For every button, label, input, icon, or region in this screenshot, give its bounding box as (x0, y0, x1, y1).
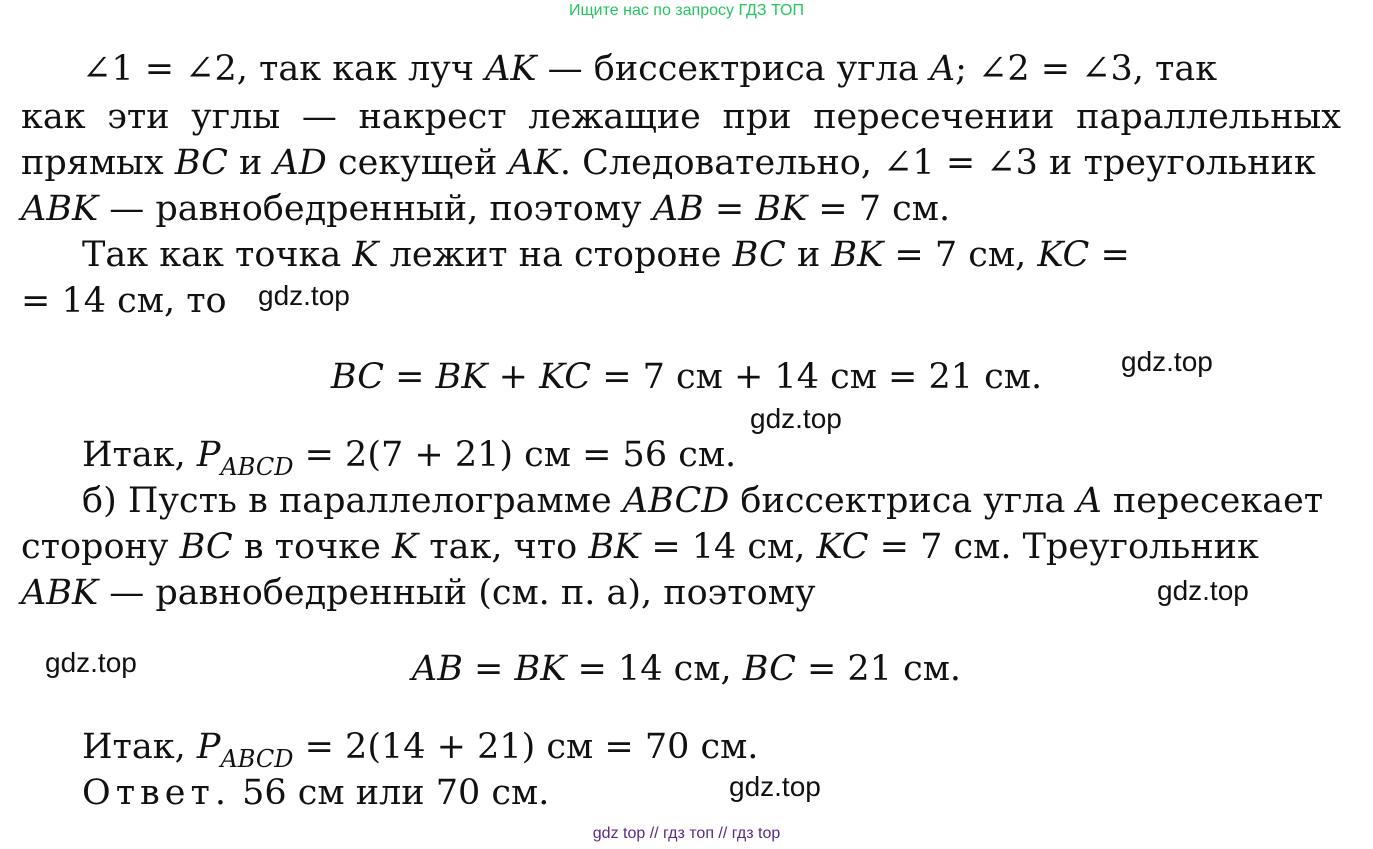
paragraph-1-line-2: как эти углы — накрест лежащие при пересечении параллельных (21, 97, 1341, 137)
watermark: gdz.top (750, 403, 842, 434)
result-2 (82, 724, 1341, 773)
text: = 7 см, (883, 235, 1038, 275)
math-var: BC (732, 235, 786, 275)
text: так, что (418, 527, 589, 567)
text: в точке (232, 527, 392, 567)
math-var: AB (652, 189, 704, 229)
math-var: A (1076, 481, 1102, 521)
math-var: BC (179, 527, 233, 567)
math-var: ABK (21, 189, 99, 229)
text: сторону (21, 527, 180, 567)
text: — биссектриса угла (536, 49, 930, 89)
text: . Следовательно, ∠1 = ∠3 и треугольник (559, 143, 1316, 183)
text: = 21 см. (795, 649, 962, 689)
paragraph-1-line-1 (82, 46, 1341, 92)
footer-links: gdz top // гдз топ // гдз top (592, 825, 781, 842)
watermark: gdz.top (1157, 575, 1249, 606)
text: = 7 см. (807, 189, 951, 229)
math-var: KC (539, 357, 592, 397)
math-var: P (196, 727, 221, 767)
math-var: AB (411, 649, 463, 689)
math-var: K (391, 527, 419, 567)
text: = 14 см, (640, 527, 817, 567)
text: = (384, 357, 436, 397)
math-subscript: ABCD (220, 745, 294, 773)
text: и (227, 143, 274, 183)
text: биссектриса угла (729, 481, 1077, 521)
text: Итак, (82, 727, 197, 767)
top-banner: Ищите нас по запросу ГДЗ ТОП (569, 2, 804, 19)
text: лежит на стороне (378, 235, 733, 275)
text: пересекает (1101, 481, 1324, 521)
math-var: BK (831, 235, 884, 275)
equation-2 (0, 646, 1373, 692)
text: = 7 см + 14 см = 21 см. (591, 357, 1043, 397)
text: — равнобедренный, поэтому (98, 189, 653, 229)
text: , так как луч (236, 49, 486, 89)
text: б) Пусть в параллелограмме (82, 481, 623, 521)
text: — равнобедренный (см. п. а), поэтому (98, 573, 816, 613)
text: и (785, 235, 832, 275)
text: = 2(7 + 21) см = 56 см. (293, 435, 737, 475)
text: + (487, 357, 540, 397)
math-var: A (929, 49, 956, 89)
math-var: KC (816, 527, 869, 567)
answer-text: 56 см или 70 см. (230, 773, 550, 813)
math-var: ABK (21, 573, 99, 613)
watermark: gdz.top (729, 771, 821, 802)
watermark: gdz.top (258, 280, 350, 311)
answer-label: Ответ. (82, 773, 231, 813)
paragraph-1-line-3 (21, 140, 1341, 186)
math-var: BK (588, 527, 641, 567)
paragraph-3-line-2 (21, 524, 1341, 570)
text: Так как точка (82, 235, 353, 275)
paragraph-3-line-3 (21, 570, 1341, 616)
paragraph-3-line-1 (82, 478, 1341, 524)
math-expr: ∠1 = ∠2 (82, 49, 237, 89)
math-var: BC (742, 649, 796, 689)
text: = 14 см, (566, 649, 743, 689)
watermark: gdz.top (1121, 346, 1213, 377)
text: = (703, 189, 756, 229)
math-var: AK (508, 143, 560, 183)
text: прямых (21, 143, 175, 183)
paragraph-1-line-4 (21, 186, 1341, 232)
math-var: P (196, 435, 221, 475)
math-var: AK (485, 49, 537, 89)
paragraph-2-line-1 (82, 232, 1341, 278)
answer (82, 770, 1341, 816)
text: ; ∠2 = ∠3, так (955, 49, 1218, 89)
text: = (462, 649, 515, 689)
text: Итак, (82, 435, 197, 475)
math-var: BK (514, 649, 567, 689)
text: = 7 см. Треугольник (868, 527, 1259, 567)
math-var: AD (273, 143, 327, 183)
math-subscript: ABCD (220, 453, 294, 481)
math-var: BK (755, 189, 808, 229)
math-var: BK (435, 357, 488, 397)
math-var: BC (174, 143, 228, 183)
watermark: gdz.top (45, 647, 137, 678)
math-var: K (352, 235, 379, 275)
math-var: ABCD (622, 481, 730, 521)
text: секущей (326, 143, 509, 183)
text: = 2(14 + 21) см = 70 см. (293, 727, 759, 767)
text: = (1089, 235, 1130, 275)
math-var: KC (1037, 235, 1090, 275)
paragraph-2-line-2: = 14 см, то (21, 281, 227, 321)
result-1 (82, 432, 1341, 481)
math-var: BC (330, 357, 385, 397)
